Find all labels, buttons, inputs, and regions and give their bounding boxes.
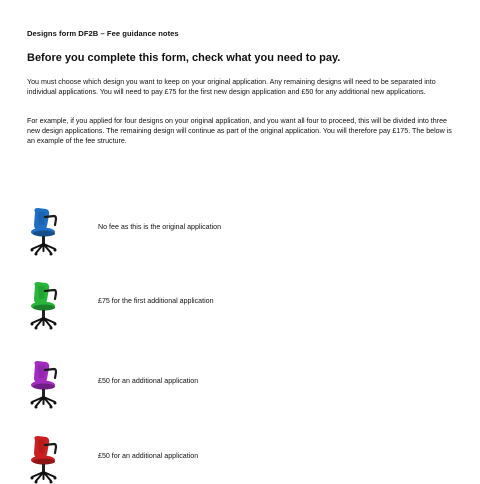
paragraph-example: For example, if you applied for four designs on your original application, and you want all four to proceed, this will be divided into three new design applications. The remaining design will continue as part of the original application. You will therefore pay £175. The below is an example of the fee structure. (27, 117, 452, 146)
office-chair-icon (27, 280, 67, 330)
office-chair-icon (27, 359, 67, 409)
office-chair-icon (27, 206, 67, 256)
fee-example-row (27, 206, 447, 256)
paragraph-intro: You must choose which design you want to keep on your original application. Any remaining designs will need to be separated into individual applications. You will need to pay £75 for the first new design application and £50 for any additional new applications. (27, 78, 436, 97)
fee-example-text: No fee as this is the original application (98, 223, 222, 231)
office-chair-icon (27, 434, 67, 484)
fee-example-row (27, 359, 447, 409)
fee-example-text: £75 for the first additional application (98, 297, 214, 305)
fee-example-text: £50 for an additional application (98, 452, 199, 460)
fee-example-text: £50 for an additional application (98, 377, 199, 385)
form-reference-title: Designs form DF2B – Fee guidance notes (27, 29, 179, 38)
page-heading: Before you complete this form, check what you need to pay. (27, 52, 341, 64)
fee-example-row (27, 434, 447, 484)
fee-example-row (27, 280, 447, 330)
